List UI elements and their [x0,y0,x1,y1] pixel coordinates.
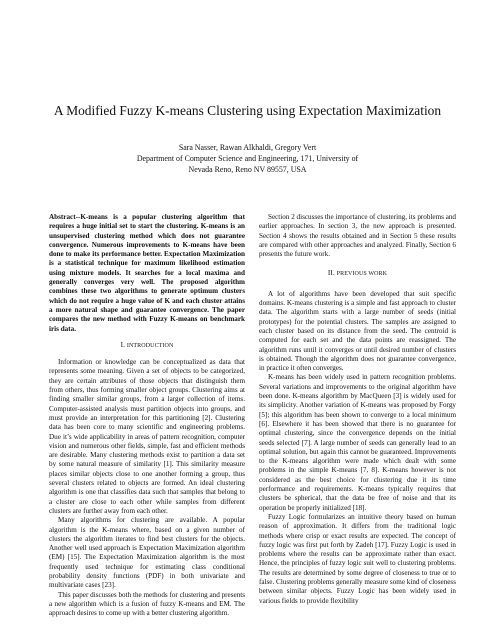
intro-paragraph-3: This paper discusses both the methods for clustering and presents a new algorithm which is a fusion of fuzzy K-means and EM. The approach desires to come up with a better clustering algorithm. [49,590,246,618]
section-number: I. [120,340,125,349]
intro-paragraph-2: Many algorithms for clustering are available. A popular algorithm is the K-means where, based on a given number of clusters the algorithm iterates to find best clusters for the objects. Another well used approach is Expectation Maximization algorithm (EM) [15]. The Expectation Maximization algorithm is the most frequently used technique for estimating class conditional probability density functions (PDF) in both univariate and multivariate cases [23]. [49,516,245,590]
section-number: II. [327,269,335,278]
left-column [49,213,245,618]
abstract: Abstract--K-means is a popular clustering algorithm that requires a huge initial set to start the clustering. K-means is an unsupervised clustering method which does not guarantee convergence. Numerous improvements to K-means have been done to make its performance better. Expectation Maximization is a statistical technique for maximum likelihood estimation using mixture models. It searches for a local maxima and generally converges very well. The proposed algorithm combines these two algorithms to generate optimum clusters which do not require a huge value of K and each cluster attains a more natural shape and guarantee convergence. The paper compares the new method with Fuzzy K-means on benchmark iris data. [49,213,245,333]
section-title: PREVIOUS WORK [336,271,388,278]
section-heading-introduction [49,341,245,351]
intro-paragraph-1: Information or knowledge can be conceptualized as data that represents some meaning. Given a set of objects to be categorized, they are certain attributes of those objects that distinguish them from others, thus forming smaller object groups. Clustering aims at finding smaller similar groups, from a larger collection of items. Computer-assisted analysis must partition objects into groups, and must provide an interpretation for this partitioning [2]. Clustering data has been core to many scientific and engineering problems. Due it’s wide applicability in areas of pattern recognition, computer vision and numerous other fields, simple, fast and efficient methods are desirable. Many clustering methods exist to partition a data set by some natural measure of similarity [1]. This similarity measure places similar objects close to one another forming a group, thus several clusters related to objects are formed. An ideal clustering algorithm is one that classifies data such that samples that belong to a cluster are close to each other while samples from different clusters are further away from each other. [49,358,245,515]
intro-paragraph-4: Section 2 discusses the importance of clustering, its problems and earlier approaches. In section 3, the new approach is presented. Section 4 shows the results obtained and in Section 5 these results are compared with other approaches and analyzed. Finally, Section 6 presents the future work. [259,213,456,259]
previous-work-paragraph-2: K-means has been widely used in pattern recognition problems. Several variations and improvements to the original algorithm have been done. K-means algorithm by MacQueen [3] is widely used for its simplicity. Another variation of K-means was proposed by Forgy [5]; this algorithm has been shown to converge to a local minimum [6]. Elsewhere it has been showed that there is no guarantee for optimal clustering, since the convergence depends on the initial seeds selected [7]. A large number of seeds can generally lead to an optimal solution, but again this cannot be guaranteed. Improvements to the K-means algorithm were made which dealt with some problems in the simple K-means [7, 8]. K-means however is not considered as the best choice for clustering due it its time performance and requirements. K-means typically requires that clusters be spherical, that the data be free of noise and that its operation be properly initialized [18]. [259,373,456,512]
previous-work-paragraph-1: A lot of algorithms have been developed that suit specific domains. K-means clustering is a simple and fast approach to cluster data. The algorithm starts with a large number of seeds (initial prototypes) for the potential clusters. The samples are assigned to each cluster based on its distance from the seed. The centroid is computed for each set and the data points are reassigned. The algorithm runs until it converges or until desired number of clusters is obtained. Though the algorithm does not guarantee convergence, in practice it often converges. [259,289,456,373]
previous-work-paragraph-3: Fuzzy Logic formularizes an intuitive theory based on human reason of approximation. It differs from the traditional logic methods where crisp or exact results are expected. The concept of fuzzy logic was first put forth by Zadeh [17]. Fuzzy Logic is used in problems where the results can be approximate rather than exact. Hence, the principles of fuzzy logic suit well to clustering problems. The results are determined by some degree of closeness to true or to false. Clustering problems generally measure some kind of closeness between similar objects. Fuzzy Logic has been widely used in various fields to provide flexibility [259,512,456,605]
author-block [0,142,495,175]
affiliation-line-1: Department of Computer Science and Engineering, 171, University of [136,154,359,163]
section-heading-previous-work [259,269,456,279]
section-title: INTRODUCTION [126,342,174,349]
right-column [259,213,456,606]
author-names: Sara Nasser, Rawan Alkhaldi, Gregory Vert [178,143,317,152]
affiliation-line-2: Nevada Reno, Reno NV 89557, USA [188,165,307,174]
paper-title: A Modified Fuzzy K-means Clustering using Expectation Maximization [53,103,442,118]
